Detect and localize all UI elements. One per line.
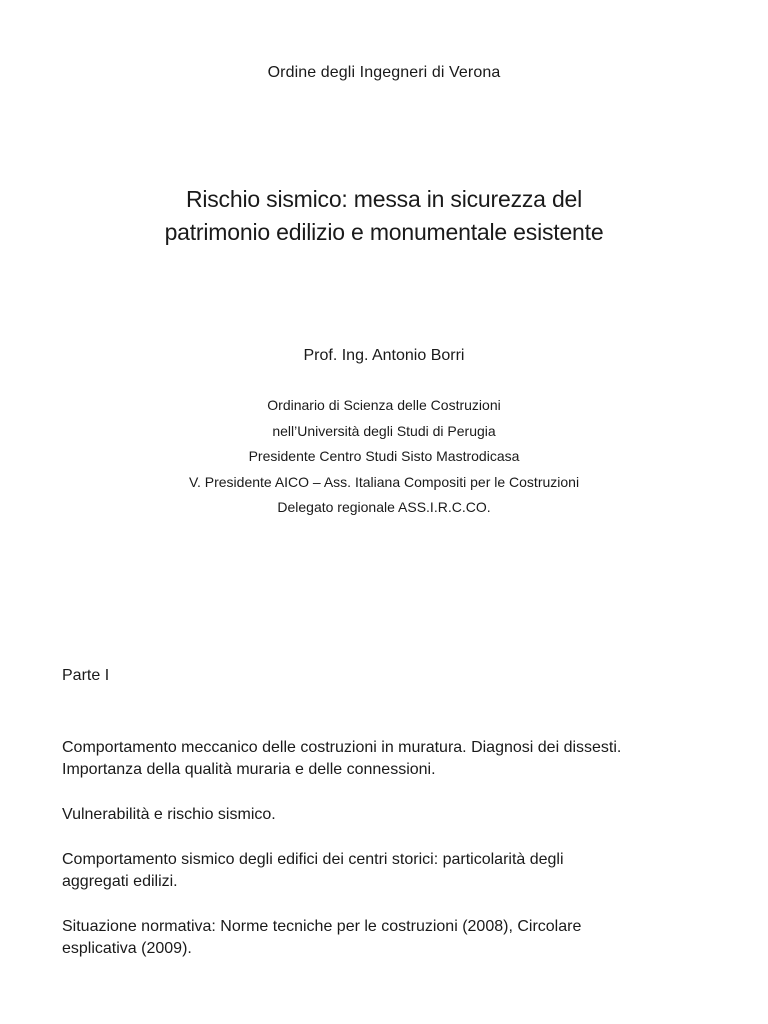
topic-line: esplicativa (2009). <box>62 940 192 957</box>
topic-item <box>62 916 742 960</box>
topic-line: Importanza della qualità muraria e delle connessioni. <box>62 761 436 778</box>
title-line: Rischio sismico: messa in sicurezza del <box>185 186 583 212</box>
role-line: Ordinario di Scienza delle Costruzioni <box>267 397 501 413</box>
role-line: V. Presidente AICO – Ass. Italiana Compositi per le Costruzioni <box>188 473 580 490</box>
topic-line: Comportamento meccanico delle costruzioni in muratura. Diagnosi dei dissesti. <box>62 739 622 756</box>
topic-list <box>62 737 742 983</box>
topic-line: aggregati edilizi. <box>62 873 178 890</box>
author-roles <box>0 393 768 521</box>
topic-item <box>62 737 742 781</box>
topic-line: Situazione normativa: Norme tecniche per le costruzioni (2008), Circolare <box>62 918 582 935</box>
part-label: Parte I <box>62 667 110 684</box>
organization-header: Ordine degli Ingegneri di Verona <box>267 64 501 81</box>
document-title <box>0 183 768 249</box>
topic-item <box>62 804 742 826</box>
title-line: patrimonio edilizio e monumentale esistente <box>164 219 604 245</box>
role-line: nell’Università degli Studi di Perugia <box>272 422 496 439</box>
topic-item <box>62 849 742 893</box>
role-line: Delegato regionale ASS.I.R.C.CO. <box>277 499 491 515</box>
topic-line: Comportamento sismico degli edifici dei centri storici: particolarità degli <box>62 851 564 868</box>
topic-line: Vulnerabilità e rischio sismico. <box>62 806 276 823</box>
author-name: Prof. Ing. Antonio Borri <box>303 347 465 364</box>
role-line: Presidente Centro Studi Sisto Mastrodicasa <box>248 448 520 464</box>
